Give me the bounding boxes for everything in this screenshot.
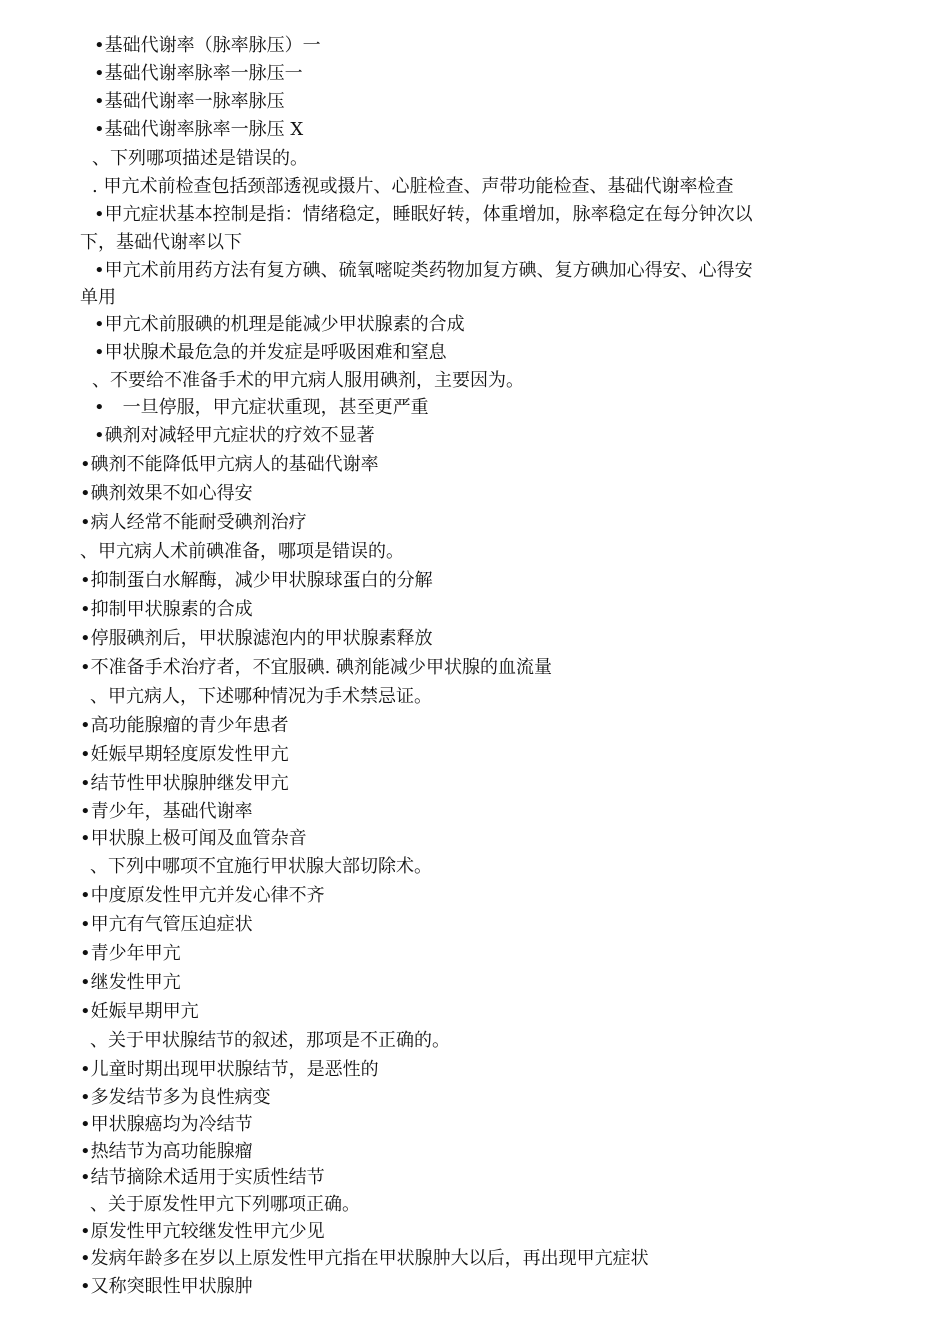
text-line: •停服碘剂后，甲状腺滤泡内的甲状腺素释放 bbox=[80, 628, 433, 649]
text-line: •基础代谢率脉率一脉压一 bbox=[94, 63, 303, 84]
text-line: 、下列中哪项不宜施行甲状腺大部切除术。 bbox=[90, 856, 432, 877]
text-line: •发病年龄多在岁以上原发性甲亢指在甲状腺肿大以后，再出现甲亢症状 bbox=[80, 1248, 649, 1269]
text-line: 、关于甲状腺结节的叙述，那项是不正确的。 bbox=[90, 1030, 450, 1051]
text-line: . 甲亢术前检查包括颈部透视或摄片、心脏检查、声带功能检查、基础代谢率检查 bbox=[92, 176, 734, 197]
text-line: •青少年，基础代谢率 bbox=[80, 801, 253, 822]
text-line: 、甲亢病人，下述哪种情况为手术禁忌证。 bbox=[90, 686, 432, 707]
text-line: •碘剂不能降低甲亢病人的基础代谢率 bbox=[80, 454, 379, 475]
text-line: •碘剂效果不如心得安 bbox=[80, 483, 253, 504]
text-line: •抑制甲状腺素的合成 bbox=[80, 599, 253, 620]
text-line: •结节摘除术适用于实质性结节 bbox=[80, 1167, 325, 1188]
text-line: 单用 bbox=[80, 287, 116, 308]
text-line: •甲亢术前服碘的机理是能减少甲状腺素的合成 bbox=[94, 314, 465, 335]
text-line: •继发性甲亢 bbox=[80, 972, 181, 993]
text-line: •甲状腺上极可闻及血管杂音 bbox=[80, 828, 307, 849]
text-line: • 一旦停服，甲亢症状重现，甚至更严重 bbox=[94, 397, 429, 418]
text-line: 、不要给不准备手术的甲亢病人服用碘剂，主要因为。 bbox=[92, 370, 524, 391]
text-line: •多发结节多为良性病变 bbox=[80, 1087, 271, 1108]
text-line: •甲亢术前用药方法有复方碘、硫氧嘧啶类药物加复方碘、复方碘加心得安、心得安 bbox=[94, 260, 753, 281]
text-line: •青少年甲亢 bbox=[80, 943, 181, 964]
text-line: 、甲亢病人术前碘准备，哪项是错误的。 bbox=[80, 541, 404, 562]
text-line: •儿童时期出现甲状腺结节，是恶性的 bbox=[80, 1059, 379, 1080]
text-line: •甲状腺癌均为冷结节 bbox=[80, 1114, 253, 1135]
text-line: •热结节为高功能腺瘤 bbox=[80, 1141, 253, 1162]
text-line: •甲状腺术最危急的并发症是呼吸困难和窒息 bbox=[94, 342, 447, 363]
text-line: •妊娠早期甲亢 bbox=[80, 1001, 199, 1022]
text-line: •病人经常不能耐受碘剂治疗 bbox=[80, 512, 307, 533]
text-line: •基础代谢率脉率一脉压 X bbox=[94, 119, 304, 140]
text-line: •又称突眼性甲状腺肿 bbox=[80, 1276, 253, 1297]
text-line: 下，基础代谢率以下 bbox=[80, 232, 242, 253]
text-line: •甲亢有气管压迫症状 bbox=[80, 914, 253, 935]
text-line: •中度原发性甲亢并发心律不齐 bbox=[80, 885, 325, 906]
text-line: •抑制蛋白水解酶，减少甲状腺球蛋白的分解 bbox=[80, 570, 433, 591]
text-line: •原发性甲亢较继发性甲亢少见 bbox=[80, 1221, 325, 1242]
text-line: •高功能腺瘤的青少年患者 bbox=[80, 715, 289, 736]
text-line: •基础代谢率一脉率脉压 bbox=[94, 91, 285, 112]
text-line: 、关于原发性甲亢下列哪项正确。 bbox=[90, 1194, 360, 1215]
text-line: 、下列哪项描述是错误的。 bbox=[92, 148, 308, 169]
text-line: •不准备手术治疗者，不宜服碘. 碘剂能减少甲状腺的血流量 bbox=[80, 657, 553, 678]
text-line: •甲亢症状基本控制是指：情绪稳定，睡眠好转，体重增加，脉率稳定在每分钟次以 bbox=[94, 204, 753, 225]
text-line: •基础代谢率（脉率脉压）一 bbox=[94, 35, 321, 56]
text-line: •妊娠早期轻度原发性甲亢 bbox=[80, 744, 289, 765]
text-line: •结节性甲状腺肿继发甲亢 bbox=[80, 773, 289, 794]
text-line: •碘剂对减轻甲亢症状的疗效不显著 bbox=[94, 425, 375, 446]
